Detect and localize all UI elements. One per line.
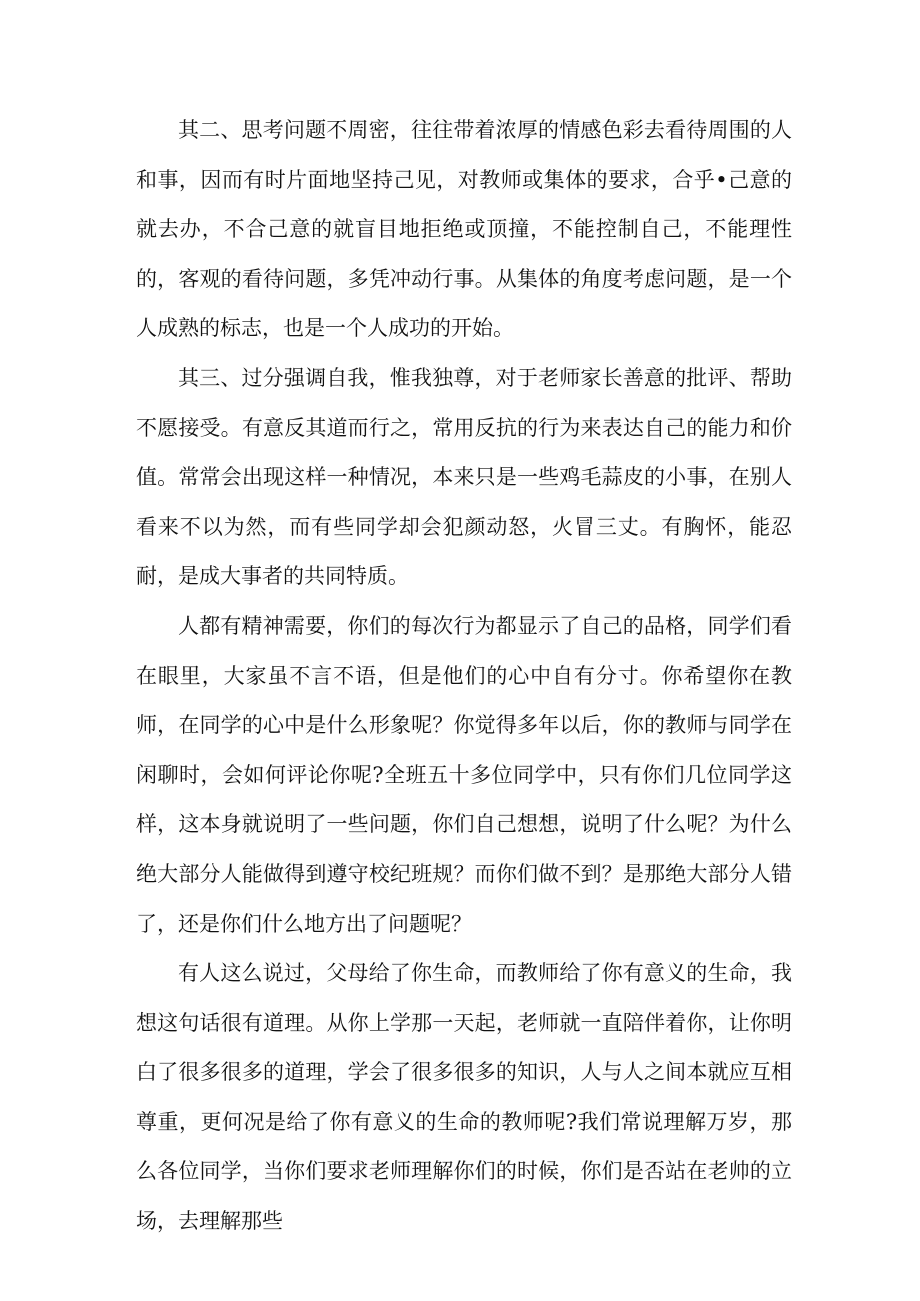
paragraph-4: 有人这么说过，父母给了你生命，而教师给了你有意义的生命，我想这句话很有道理。从你上学那一天起，老师就一直陪伴着你，让你明白了很多很多的道理，学会了很多很多的知识，人与人之间本就应互相尊重，更何况是给了你有意义的生命的教师呢?我们常说理解万岁，那么各位同学，当你们要求老师理解你们的时候，你们是否站在老帅的立场，去理解那些 [136, 961, 792, 1234]
paragraph-2: 其三、过分强调自我，惟我独尊，对于老师家长善意的批评、帮助不愿接受。有意反其道而行之，常用反抗的行为来表达自己的能力和价值。常常会出现这样一种情况，本来只是一些鸡毛蒜皮的小事，在别人看来不以为然，而有些同学却会犯颜动怒，火冒三丈。有胸怀，能忍耐，是成大事者的共同特质。 [136, 365, 792, 589]
paragraph-1: 其二、思考问题不周密，往往带着浓厚的情感色彩去看待周围的人和事，因而有时片面地坚持己见，对教师或集体的要求，合乎•己意的就去办，不合己意的就盲目地拒绝或顶撞，不能控制自己，不能理性的，客观的看待问题，多凭冲动行事。从集体的角度考虑问题，是一个人成熟的标志，也是一个人成功的开始。 [136, 118, 792, 341]
document-body [136, 106, 792, 1247]
paragraph-3: 人都有精神需要，你们的每次行为都显示了自己的品格，同学们看在眼里，大家虽不言不语，但是他们的心中自有分寸。你希望你在教师，在同学的心中是什么形象呢？你觉得多年以后，你的教师与同学在闲聊时，会如何评论你呢?全班五十多位同学中，只有你们几位同学这样，这本身就说明了一些问题，你们自己想想，说明了什么呢？为什么绝大部分人能做得到遵守校纪班规？而你们做不到？是那绝大部分人错了，还是你们什么地方出了问题呢？ [136, 613, 792, 936]
